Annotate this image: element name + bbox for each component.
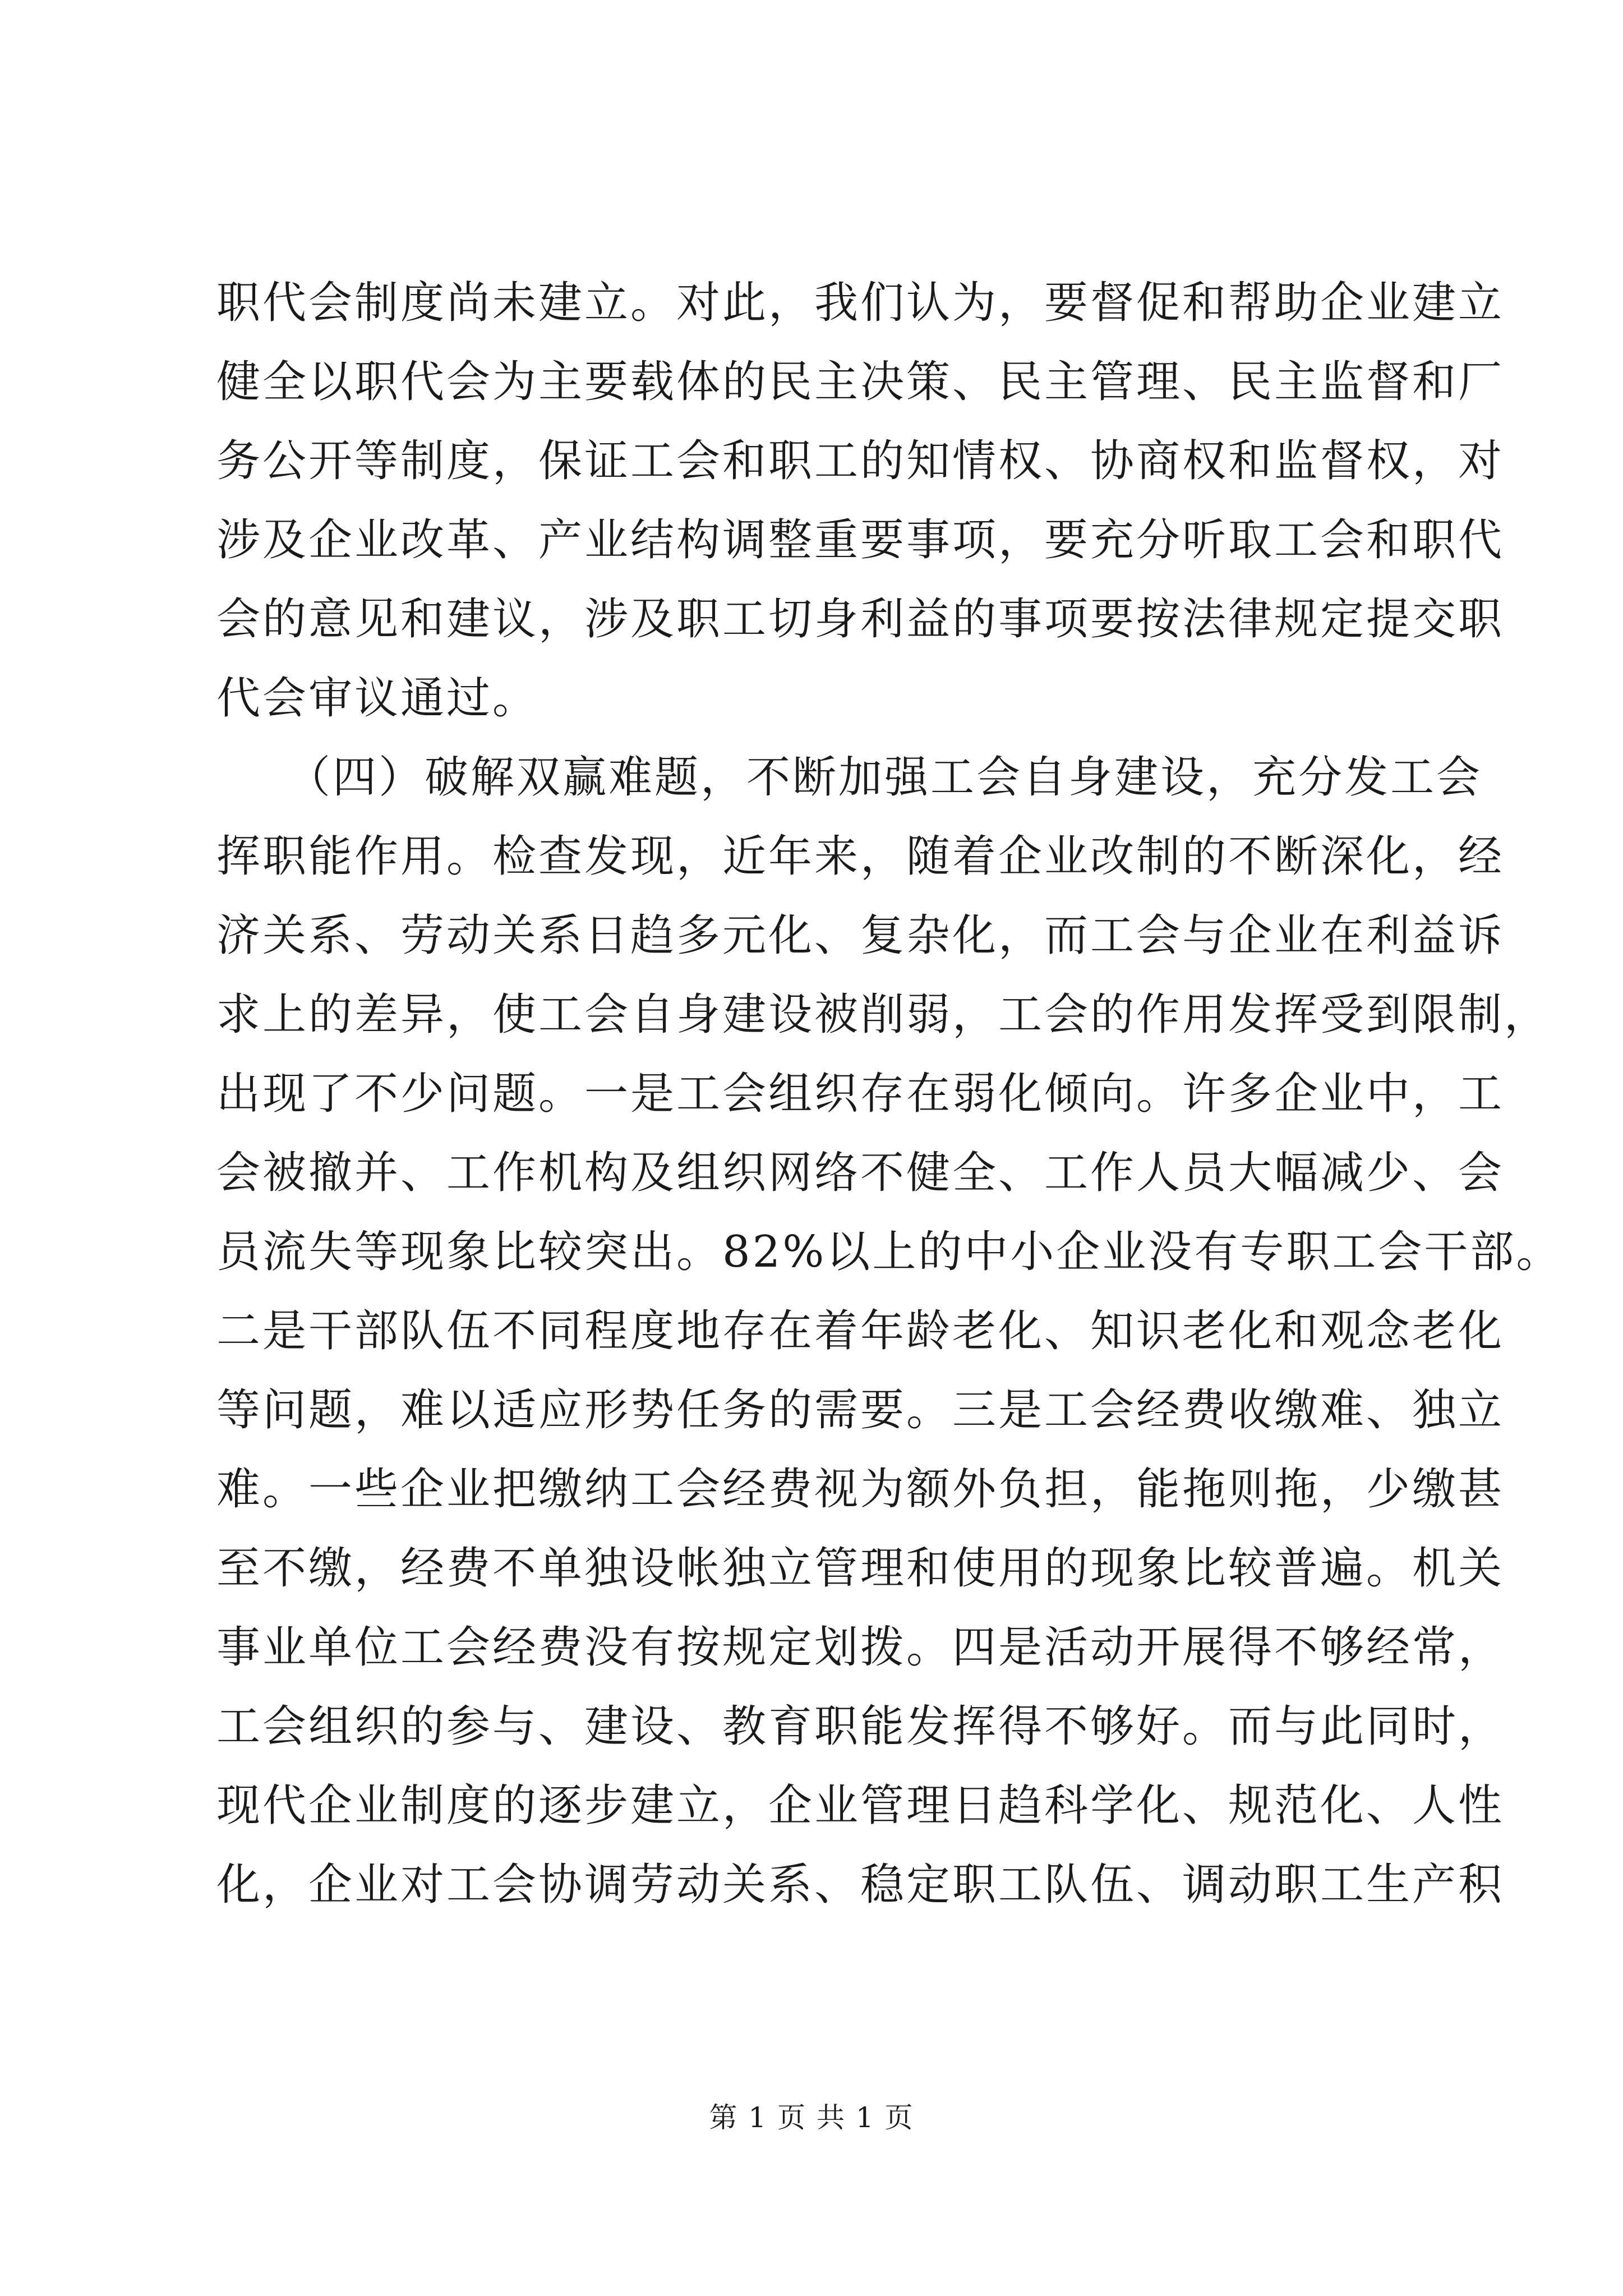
text-line: 事业单位工会经费没有按规定划拨。四是活动开展得不够经常，: [216, 1622, 1505, 1673]
text-line: 员流失等现象比较突出。82%以上的中小企业没有专职工会干部。: [216, 1227, 1562, 1277]
text-line: 代会审议通过。: [216, 673, 539, 724]
text-line: 济关系、劳动关系日趋多元化、复杂化，而工会与企业在利益诉: [216, 910, 1505, 961]
text-line: 出现了不少问题。一是工会组织存在弱化倾向。许多企业中，工: [216, 1069, 1505, 1119]
text-line: （四）破解双赢难题，不断加强工会自身建设，充分发工会: [216, 752, 1483, 803]
text-line: 二是干部队伍不同程度地存在着年龄老化、知识老化和观念老化: [216, 1306, 1505, 1356]
text-line: 现代企业制度的逐步建立，企业管理日趋科学化、规范化、人性: [216, 1780, 1505, 1831]
text-line: 涉及企业改革、产业结构调整重要事项，要充分听取工会和职代: [216, 515, 1505, 565]
text-line: 工会组织的参与、建设、教育职能发挥得不够好。而与此同时，: [216, 1701, 1505, 1752]
text-line: 挥职能作用。检查发现，近年来，随着企业改制的不断深化，经: [216, 831, 1505, 882]
text-line: 等问题，难以适应形势任务的需要。三是工会经费收缴难、独立: [216, 1385, 1505, 1435]
page-number: 第 1 页 共 1 页: [709, 2101, 914, 2134]
text-line: 职代会制度尚未建立。对此，我们认为，要督促和帮助企业建立: [216, 278, 1505, 328]
text-line: 务公开等制度，保证工会和职工的知情权、协商权和监督权，对: [216, 436, 1505, 486]
page-footer: [0, 2095, 1623, 2136]
text-line: 化，企业对工会协调劳动关系、稳定职工队伍、调动职工生产积: [216, 1860, 1505, 1910]
text-line: 会被撤并、工作机构及组织网络不健全、工作人员大幅减少、会: [216, 1148, 1505, 1198]
text-line: 会的意见和建议，涉及职工切身利益的事项要按法律规定提交职: [216, 594, 1505, 645]
document-body: [216, 264, 1562, 1925]
text-line: 难。一些企业把缴纳工会经费视为额外负担，能拖则拖，少缴甚: [216, 1464, 1505, 1515]
text-line: 求上的差异，使工会自身建设被削弱，工会的作用发挥受到限制，: [216, 990, 1551, 1040]
text-line: 至不缴，经费不单独设帐独立管理和使用的现象比较普遍。机关: [216, 1543, 1505, 1594]
text-line: 健全以职代会为主要载体的民主决策、民主管理、民主监督和厂: [216, 357, 1505, 407]
